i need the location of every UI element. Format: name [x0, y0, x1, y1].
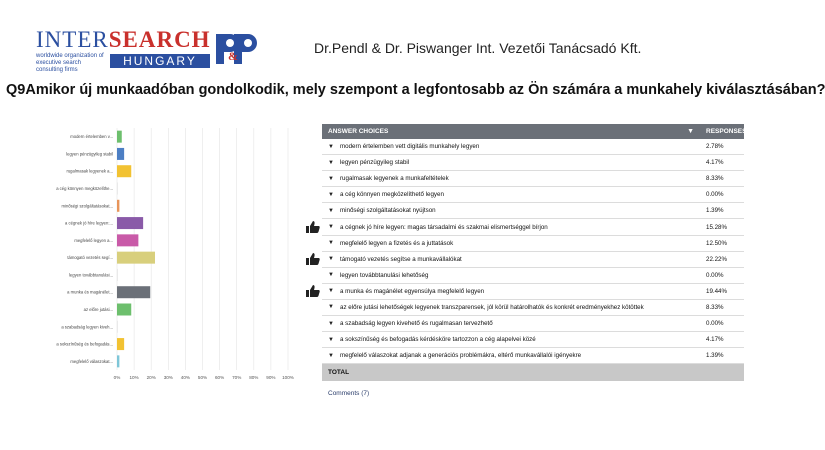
category-label: támogató vezetés segí... — [67, 255, 113, 261]
expand-caret-icon[interactable]: ▼ — [328, 143, 334, 150]
chart-grid — [117, 128, 288, 370]
chart-category-labels — [56, 134, 113, 364]
logo-hungary-label: HUNGARY — [110, 54, 210, 68]
bar-chart — [56, 125, 300, 385]
answer-choice-label: megfelelő válaszokat adjanak a generációs problémákra, eltérő munkavállalói igényekre — [340, 352, 582, 360]
answer-choice-label: rugalmasak legyenek a munkafeltételek — [340, 175, 449, 183]
bar — [117, 200, 119, 212]
chart-bars — [117, 131, 155, 368]
table-row — [322, 139, 744, 155]
category-label: legyen továbbtanulási... — [69, 272, 113, 278]
category-label: minőségi szolgáltatásokat... — [61, 203, 113, 209]
table-row — [322, 268, 744, 284]
thumbs-up-icon — [306, 285, 320, 297]
expand-caret-icon[interactable]: ▼ — [328, 159, 334, 166]
expand-caret-icon[interactable]: ▼ — [328, 272, 334, 279]
category-label: megfelelő legyen a... — [74, 237, 113, 243]
expand-caret-icon[interactable]: ▼ — [328, 336, 334, 343]
response-percentage: 1.39% — [706, 207, 724, 215]
responses-header: RESPONSES — [702, 128, 744, 135]
expand-caret-icon[interactable]: ▼ — [328, 191, 334, 198]
expand-caret-icon[interactable]: ▼ — [328, 207, 334, 214]
table-row — [322, 236, 744, 252]
x-tick-label: 40% — [180, 375, 191, 380]
bar — [117, 286, 150, 298]
table-row — [322, 219, 744, 235]
total-label: TOTAL — [328, 369, 350, 377]
category-label: megfelelő válaszokat... — [70, 358, 113, 364]
x-tick-label: 30% — [163, 375, 173, 380]
answer-choice-label: modern értelemben vett digitális munkahely legyen — [340, 143, 480, 151]
response-percentage: 0.00% — [706, 320, 724, 328]
table-body — [322, 139, 744, 364]
response-percentage: 19.44% — [706, 287, 727, 295]
category-label: rugalmasak legyenek a... — [66, 168, 113, 174]
chart-x-ticks — [114, 375, 294, 380]
response-percentage: 8.33% — [706, 303, 724, 311]
answer-choice-label: a cég könnyen megközelíthető legyen — [340, 191, 444, 199]
bar — [117, 355, 119, 367]
bar — [117, 252, 155, 264]
table-row — [322, 171, 744, 187]
bar — [117, 304, 131, 316]
table-row — [322, 187, 744, 203]
answer-choice-label: támogató vezetés segítse a munkavállalókat — [340, 255, 462, 263]
x-tick-label: 50% — [197, 375, 208, 380]
logo-wordmark: INTERSEARCH — [36, 27, 211, 52]
answer-choice-label: legyen pénzügyileg stabil — [340, 159, 410, 167]
table-row — [322, 332, 744, 348]
bar — [117, 131, 122, 143]
answer-choice-label: a cégnek jó híre legyen: magas társadalmi és szakmai elismertséggel bírjon — [340, 223, 548, 231]
x-tick-label: 70% — [232, 375, 242, 380]
response-percentage: 4.17% — [706, 336, 724, 344]
x-tick-label: 90% — [266, 375, 276, 380]
category-label: modern értelemben v... — [70, 134, 113, 140]
pp-logo-icon — [212, 30, 256, 68]
thumbs-up-icon — [306, 253, 320, 265]
total-row — [322, 364, 744, 381]
response-percentage: 2.78% — [706, 143, 724, 151]
table-row — [322, 203, 744, 219]
table-row — [322, 284, 744, 300]
response-percentage: 12.50% — [706, 239, 727, 247]
answer-choice-label: megfelelő legyen a fizetés és a juttatások — [340, 239, 454, 247]
expand-caret-icon[interactable]: ▼ — [328, 224, 334, 231]
expand-caret-icon[interactable]: ▼ — [328, 256, 334, 263]
table-row — [322, 348, 744, 364]
category-label: a sokszínűség és befogadás... — [56, 341, 113, 347]
category-label: legyen pénzügyileg stabil — [66, 151, 113, 157]
category-label: az előre jutási... — [83, 307, 113, 312]
answer-choice-label: a sokszínűség és befogadás kérdésköre tartozzon a cég alapelvei közé — [340, 336, 536, 344]
answer-choice-label: legyen továbbtanulási lehetőség — [340, 271, 429, 279]
table-header — [322, 124, 747, 139]
expand-caret-icon[interactable]: ▼ — [328, 352, 334, 359]
answer-choice-label: minőségi szolgáltatásokat nyújtson — [340, 207, 436, 215]
comments-link[interactable]: Comments (7) — [328, 390, 370, 397]
svg-text:&: & — [228, 49, 238, 63]
bar — [117, 148, 124, 160]
intersearch-logo — [32, 28, 212, 72]
expand-caret-icon[interactable]: ▼ — [328, 288, 334, 295]
table-row — [322, 316, 744, 332]
company-name: Dr.Pendl & Dr. Piswanger Int. Vezetői Tanácsadó Kft. — [314, 40, 642, 56]
x-tick-label: 0% — [113, 375, 121, 380]
category-label: a szabadság legyen kiveh... — [61, 324, 113, 330]
bar — [117, 234, 138, 246]
x-tick-label: 60% — [214, 375, 225, 380]
expand-caret-icon[interactable]: ▼ — [328, 320, 334, 327]
thumbs-up-icon — [306, 221, 320, 233]
bar — [117, 165, 131, 177]
answer-choice-label: a szabadság legyen kivehető és rugalmasan tervezhető — [340, 320, 493, 328]
response-percentage: 22.22% — [706, 255, 727, 263]
category-label: a munka és magánélet... — [67, 289, 113, 295]
bar — [117, 338, 124, 350]
x-tick-label: 80% — [249, 375, 259, 380]
category-label: a cégnek jó híre legyen:... — [65, 220, 113, 226]
expand-caret-icon[interactable]: ▼ — [328, 304, 334, 311]
response-percentage: 4.17% — [706, 159, 724, 167]
sort-caret-icon[interactable]: ▼ — [687, 128, 694, 135]
answer-choice-label: az előre jutási lehetőségek legyenek transzparensek, jól körül határolhatók és konkrét eredményekhez kötöttek — [340, 303, 644, 311]
table-row — [322, 252, 744, 268]
x-tick-label: 20% — [146, 375, 156, 380]
response-percentage: 0.00% — [706, 271, 724, 279]
category-label: a cég könnyen megközelíthe... — [56, 186, 113, 191]
expand-caret-icon[interactable]: ▼ — [328, 240, 334, 247]
x-tick-label: 100% — [282, 375, 294, 380]
table-row — [322, 155, 744, 171]
expand-caret-icon[interactable]: ▼ — [328, 175, 334, 182]
table-row — [322, 300, 744, 316]
response-percentage: 15.28% — [706, 223, 727, 231]
bar — [117, 217, 143, 229]
response-percentage: 1.39% — [706, 352, 724, 360]
logo-tagline: worldwide organization of executive search consulting firms — [36, 53, 104, 73]
responses-table — [322, 124, 747, 381]
x-tick-label: 10% — [129, 375, 139, 380]
response-percentage: 0.00% — [706, 191, 724, 199]
answer-choice-label: a munka és magánélet egyensúlya megfelelő legyen — [340, 287, 485, 295]
response-percentage: 8.33% — [706, 175, 724, 183]
question-title: Q9Amikor új munkaadóban gondolkodik, mely szempont a legfontosabb az Ön számára a munkahely kiválasztásában? — [6, 82, 825, 98]
answer-choices-header: ANSWER CHOICES — [328, 128, 389, 135]
